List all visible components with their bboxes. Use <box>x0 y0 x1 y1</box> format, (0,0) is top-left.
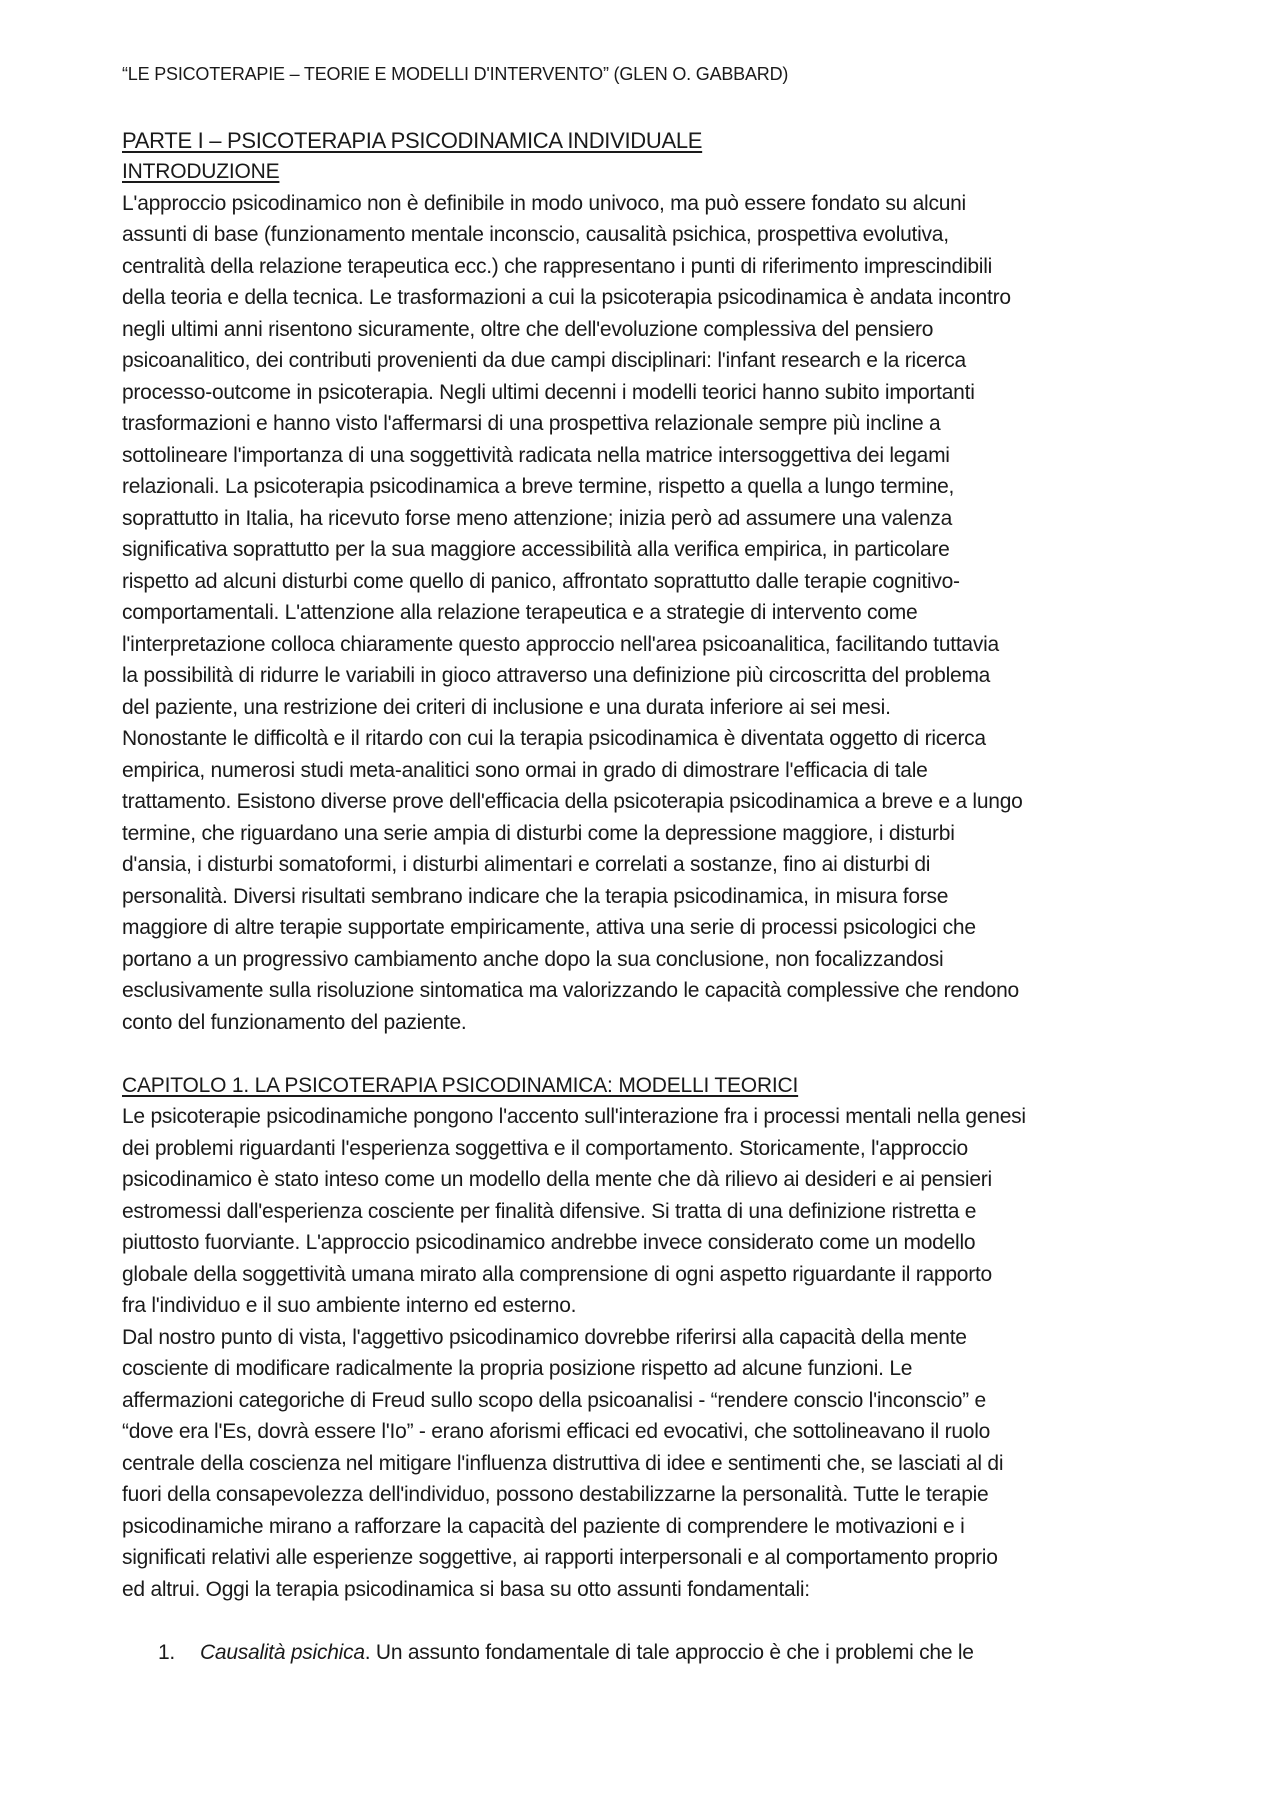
introduction-heading: INTRODUZIONE <box>122 160 280 183</box>
text-line: assunti di base (funzionamento mentale inconscio, causalità psichica, prospettiva evolutiva, <box>122 223 949 246</box>
text-line: trattamento. Esistono diverse prove dell'efficacia della psicoterapia psicodinamica a breve e a lungo <box>122 790 1023 813</box>
text-line: fra l'individuo e il suo ambiente interno ed esterno. <box>122 1294 577 1317</box>
text-line: L'approccio psicodinamico non è definibile in modo univoco, ma può essere fondato su alcuni <box>122 191 966 215</box>
part-title: PARTE I – PSICOTERAPIA PSICODINAMICA INDIVIDUALE <box>122 128 703 153</box>
text-line: esclusivamente sulla risoluzione sintomatica ma valorizzando le capacità complessive che rendono <box>122 979 1019 1002</box>
text-line: del paziente, una restrizione dei criteri di inclusione e una durata inferiore ai sei mesi. <box>122 695 891 719</box>
text-line: l'interpretazione colloca chiaramente questo approccio nell'area psicoanalitica, facilitando tuttavia <box>122 632 999 656</box>
text-line: psicodinamico è stato inteso come un modello della mente che dà rilievo ai desideri e ai pensieri <box>122 1168 992 1191</box>
text-line: maggiore di altre terapie supportate empiricamente, attiva una serie di processi psicologici che <box>122 916 976 939</box>
text-line: processo-outcome in psicoterapia. Negli ultimi decenni i modelli teorici hanno subito importanti <box>122 380 975 404</box>
document-body <box>122 126 1172 1668</box>
chapter-1-paragraph-2 <box>122 1322 1172 1606</box>
list-item-text: . Un assunto fondamentale di tale approccio è che i problemi che le <box>364 1640 974 1664</box>
text-line: la possibilità di ridurre le variabili in gioco attraverso una definizione più circoscritta del problema <box>122 664 991 687</box>
text-line: ed altrui. Oggi la terapia psicodinamica si basa su otto assunti fondamentali: <box>122 1577 810 1601</box>
text-line: globale della soggettività umana mirato alla comprensione di ogni aspetto riguardante il rapporto <box>122 1262 992 1286</box>
text-line: personalità. Diversi risultati sembrano indicare che la terapia psicodinamica, in misura forse <box>122 884 949 908</box>
text-line: relazionali. La psicoterapia psicodinamica a breve termine, rispetto a quella a lungo termine, <box>122 475 955 498</box>
text-line: dei problemi riguardanti l'esperienza soggettiva e il comportamento. Storicamente, l'approccio <box>122 1136 968 1160</box>
text-line: negli ultimi anni risentono sicuramente, oltre che dell'evoluzione complessiva del pensiero <box>122 317 934 341</box>
text-line: fuori della consapevolezza dell'individuo, possono destabilizzarne la personalità. Tutte le terapie <box>122 1483 989 1506</box>
text-line: comportamentali. L'attenzione alla relazione terapeutica e a strategie di intervento come <box>122 601 918 624</box>
text-line: trasformazioni e hanno visto l'affermarsi di una prospettiva relazionale sempre più incline a <box>122 412 941 435</box>
list-item-number: 1. <box>158 1640 176 1664</box>
paragraph-spacer <box>122 1605 1172 1637</box>
text-line: significati relativi alle esperienze soggettive, ai rapporti interpersonali e al comportamento proprio <box>122 1546 998 1569</box>
text-line: affermazioni categoriche di Freud sullo scopo della psicoanalisi - “rendere conscio l'inconscio” e <box>122 1388 986 1412</box>
assumptions-list <box>122 1637 1172 1669</box>
text-line: psicoanalitico, dei contributi provenienti da due campi disciplinari: l'infant research e la ricerca <box>122 349 966 372</box>
text-line: piuttosto fuorviante. L'approccio psicodinamico andrebbe invece considerato come un modello <box>122 1231 976 1254</box>
text-line: sottolineare l'importanza di una soggettività radicata nella matrice intersoggettiva dei legami <box>122 443 950 467</box>
text-line: centrale della coscienza nel mitigare l'influenza distruttiva di idee e sentimenti che, se lasciati al di <box>122 1451 1004 1475</box>
text-line: “dove era l'Es, dovrà essere l'Io” - erano aforismi efficaci ed evocativi, che sottolineavano il ruolo <box>122 1420 991 1443</box>
text-line: Nonostante le difficoltà e il ritardo con cui la terapia psicodinamica è diventata oggetto di ricerca <box>122 727 986 750</box>
text-line: rispetto ad alcuni disturbi come quello di panico, affrontato soprattutto dalle terapie cognitivo- <box>122 569 960 593</box>
text-line: significativa soprattutto per la sua maggiore accessibilità alla verifica empirica, in particolare <box>122 538 950 561</box>
text-line: empirica, numerosi studi meta-analitici sono ormai in grado di dimostrare l'efficacia di tale <box>122 758 928 782</box>
text-line: estromessi dall'esperienza cosciente per finalità difensive. Si tratta di una definizione ristretta e <box>122 1199 977 1223</box>
text-line: d'ansia, i disturbi somatoformi, i disturbi alimentari e correlati a sostanze, fino ai disturbi di <box>122 853 931 876</box>
text-line: psicodinamiche mirano a rafforzare la capacità del paziente di comprendere le motivazioni e i <box>122 1514 965 1538</box>
chapter-1-paragraph-1 <box>122 1101 1172 1322</box>
text-line: Dal nostro punto di vista, l'aggettivo psicodinamico dovrebbe riferirsi alla capacità della mente <box>122 1325 967 1349</box>
text-line: cosciente di modificare radicalmente la propria posizione rispetto ad alcune funzioni. Le <box>122 1357 913 1380</box>
text-line: portano a un progressivo cambiamento anche dopo la sua conclusione, non focalizzandosi <box>122 947 944 971</box>
paragraph-spacer <box>122 1038 1172 1070</box>
introduction-paragraph-1 <box>122 188 1172 724</box>
introduction-paragraph-2 <box>122 723 1172 1038</box>
text-line: conto del funzionamento del paziente. <box>122 1010 467 1034</box>
chapter-1-heading: CAPITOLO 1. LA PSICOTERAPIA PSICODINAMICA: MODELLI TEORICI <box>122 1073 799 1097</box>
text-line: centralità della relazione terapeutica ecc.) che rappresentano i punti di riferimento imprescindibili <box>122 254 993 278</box>
list-item <box>122 1637 1172 1669</box>
text-line: Le psicoterapie psicodinamiche pongono l'accento sull'interazione fra i processi mentali nella genesi <box>122 1105 1026 1128</box>
text-line: della teoria e della tecnica. Le trasformazioni a cui la psicoterapia psicodinamica è andata incontro <box>122 286 1011 309</box>
document-header: “LE PSICOTERAPIE – TEORIE E MODELLI D'INTERVENTO” (GLEN O. GABBARD) <box>122 64 789 84</box>
text-line: soprattutto in Italia, ha ricevuto forse meno attenzione; inizia però ad assumere una valenza <box>122 506 953 530</box>
text-line: termine, che riguardano una serie ampia di disturbi come la depressione maggiore, i disturbi <box>122 821 955 845</box>
list-item-term: Causalità psichica <box>200 1640 365 1664</box>
